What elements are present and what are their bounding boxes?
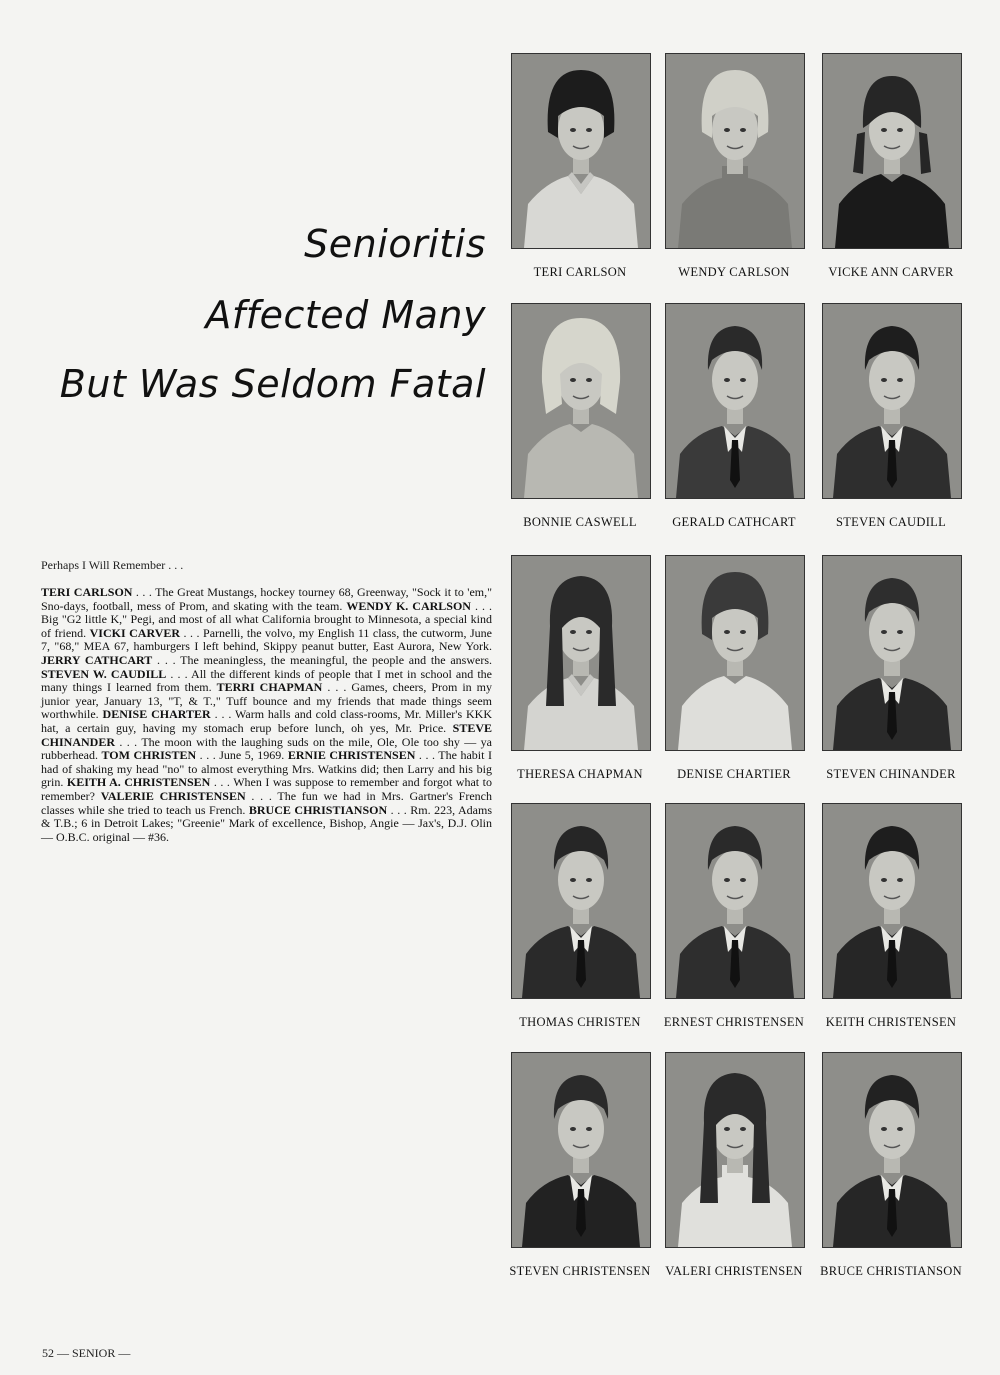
portrait-photo	[665, 1052, 805, 1248]
portrait-caption: GERALD CATHCART	[672, 515, 796, 529]
entry-name: JERRY CATHCART	[41, 652, 153, 667]
entry-text: . . . Parnelli, the volvo, my English 11 class, the cutworm, June 7, "68," MEA 67, hamburgers I left behind, Skippy peanut butter, East Aurora, New York.	[41, 625, 492, 654]
entry-name: DENISE CHARTER	[102, 707, 211, 722]
portrait-photo	[511, 303, 651, 499]
entry-text: . . . The meaningless, the meaningful, the people and the answers.	[152, 652, 492, 667]
entry-name: ERNIE CHRISTENSEN	[287, 748, 416, 763]
portrait-photo	[665, 303, 805, 499]
entry-name: VALERIE CHRISTENSEN	[100, 788, 246, 803]
entry-text: . . . Big "G2 little K," Pegi, and most of all what California brought to Minnesota, a special kind of friend.	[41, 598, 493, 640]
portrait-caption: BRUCE CHRISTIANSON	[820, 1264, 962, 1278]
entry-text: . . . Rm. 223, Adams & T.B.; 6 in Detroit Lakes; "Greenie" Mark of excellence, Bishop, Angie — Jax's, D.J. Olin — O.B.C. original — #36.	[41, 802, 493, 844]
entry-name: TOM CHRISTEN	[101, 748, 197, 763]
portrait-photo	[822, 303, 962, 499]
entry-text: . . . June 5, 1969.	[196, 748, 288, 763]
portrait-photo	[665, 53, 805, 249]
portrait-photo	[665, 555, 805, 751]
entry-name: KEITH A. CHRISTENSEN	[66, 775, 211, 790]
portrait-photo	[822, 555, 962, 751]
headline-line-3: But Was Seldom Fatal	[59, 362, 486, 406]
portrait-caption: WENDY CARLSON	[678, 265, 790, 279]
intro-line: Perhaps I Will Remember . . .	[41, 558, 184, 572]
entry-text: . . . Games, cheers, Prom in my junior year, January 13, "T, & T.," Tuff bounce and my friends that made things seem worthwhile.	[41, 680, 493, 722]
portrait-photo	[511, 1052, 651, 1248]
entry-name: TERRI CHAPMAN	[216, 680, 323, 695]
headline-line-2: Affected Many	[205, 293, 486, 337]
portrait-photo	[511, 555, 651, 751]
portrait-caption: THERESA CHAPMAN	[517, 767, 643, 781]
portrait-caption: VALERI CHRISTENSEN	[665, 1264, 803, 1278]
entry-name: STEVE CHINANDER	[41, 720, 492, 749]
entry-text: . . . The fun we had in Mrs. Gartner's French classes while she tried to teach us French.	[41, 788, 492, 817]
portrait-caption: TERI CARLSON	[533, 265, 627, 279]
portrait-caption: THOMAS CHRISTEN	[519, 1015, 641, 1029]
portrait-photo	[511, 803, 651, 999]
entry-text: . . . The moon with the laughing suds on the mile, Ole, Ole too shy — ya rubberhead.	[41, 734, 492, 763]
portrait-photo	[822, 803, 962, 999]
entry-name: VICKI CARVER	[89, 625, 181, 640]
portrait-caption: STEVEN CAUDILL	[835, 515, 947, 529]
entry-name: TERI CARLSON	[41, 585, 133, 599]
entry-text: . . . When I was suppose to remember and forgot what to remember?	[41, 775, 492, 803]
portrait-caption: BONNIE CASWELL	[523, 515, 637, 529]
portrait-caption: KEITH CHRISTENSEN	[825, 1015, 957, 1029]
entry-text: . . . Warm halls and cold class-rooms, Mr. Miller's KKK hat, a certain guy, having my stomach erup before lunch, oh yes, Mr. Price.	[41, 707, 492, 735]
headline-line-1: Senioritis	[304, 222, 486, 266]
portrait-photo	[665, 803, 805, 999]
page-number: 52 — SENIOR —	[42, 1346, 131, 1360]
portrait-caption: DENISE CHARTIER	[677, 767, 791, 781]
portrait-photo	[822, 1052, 962, 1248]
remember-paragraph	[41, 586, 492, 844]
entry-text: . . . All the different kinds of people that I met in school and the many things I learned from them.	[41, 666, 493, 695]
portrait-photo	[822, 53, 962, 249]
portrait-photo	[511, 53, 651, 249]
entry-name: BRUCE CHRISTIANSON	[248, 802, 388, 817]
portrait-caption: STEVEN CHINANDER	[826, 767, 956, 781]
portrait-caption: ERNEST CHRISTENSEN	[663, 1015, 805, 1029]
entry-text: . . . The Great Mustangs, hockey tourney 68, Greenway, "Sock it to 'em," Sno-days, football, mess of Prom, and skating with the team.	[41, 585, 492, 613]
portrait-caption: STEVEN CHRISTENSEN	[509, 1264, 651, 1278]
entry-text: . . . The habit I had of shaking my head "no" to almost everything Mrs. Watkins did; then Larry and his big grin.	[41, 748, 492, 790]
entry-name: STEVEN W. CAUDILL	[41, 666, 167, 681]
portrait-caption: VICKE ANN CARVER	[828, 265, 954, 279]
entry-name: WENDY K. CARLSON	[346, 598, 471, 613]
